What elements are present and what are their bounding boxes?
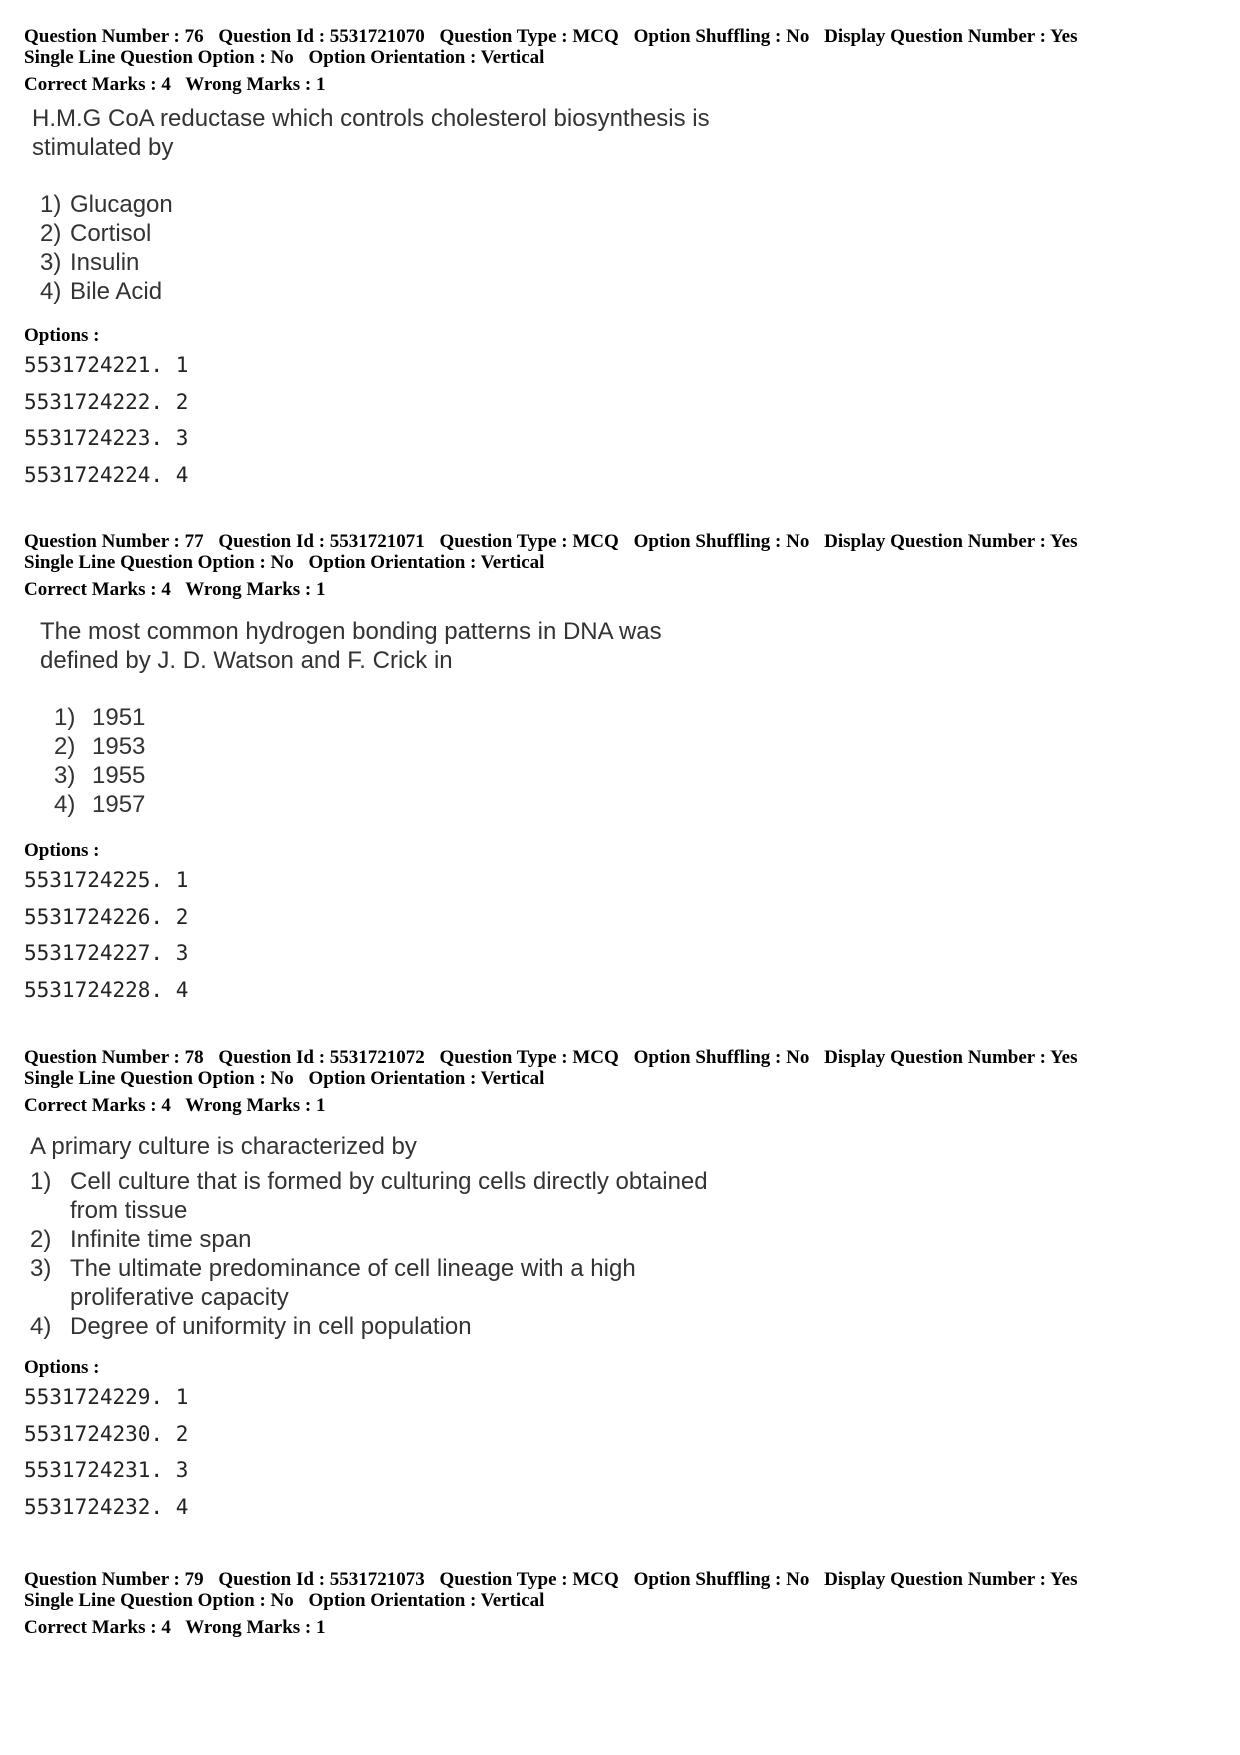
question-meta-line-1 xyxy=(24,1569,1214,1590)
display-question-number: Display Question Number : Yes xyxy=(824,1569,1078,1590)
choice-number: 4) xyxy=(54,791,76,818)
option-shuffling: Option Shuffling : No xyxy=(633,531,810,552)
choice-text-line: proliferative capacity xyxy=(70,1284,289,1311)
choice-item xyxy=(54,761,800,790)
correct-marks: Correct Marks : 4 xyxy=(24,74,171,95)
question-78-options xyxy=(24,1357,1214,1531)
choice-number: 1) xyxy=(40,191,62,218)
choice-text: Cortisol xyxy=(70,220,152,247)
option-shuffling: Option Shuffling : No xyxy=(633,26,810,47)
question-id: Question Id : 5531721072 xyxy=(218,1047,425,1068)
display-question-number: Display Question Number : Yes xyxy=(824,26,1078,47)
wrong-marks: Wrong Marks : 1 xyxy=(185,579,326,600)
question-meta-line-2 xyxy=(24,1068,1214,1089)
options-label: Options : xyxy=(24,325,100,346)
question-id: Question Id : 5531721070 xyxy=(218,26,425,47)
choice-text: Insulin xyxy=(70,249,140,276)
choice-number: 1) xyxy=(54,704,76,731)
question-79-header xyxy=(24,1569,1214,1638)
option-row: 5531724232. 4 xyxy=(24,1494,189,1519)
question-type: Question Type : MCQ xyxy=(439,1569,619,1590)
option-row: 5531724225. 1 xyxy=(24,868,189,892)
correct-marks: Correct Marks : 4 xyxy=(24,1617,171,1638)
option-shuffling: Option Shuffling : No xyxy=(633,1047,810,1068)
choice-number: 3) xyxy=(30,1255,52,1282)
choice-number: 2) xyxy=(40,220,62,247)
question-76-body xyxy=(32,104,792,306)
option-row: 5531724223. 3 xyxy=(24,426,189,450)
marks-line xyxy=(24,1617,1214,1638)
question-type: Question Type : MCQ xyxy=(439,1047,619,1068)
single-line-option: Single Line Question Option : No xyxy=(24,1068,294,1089)
choice-text: 1955 xyxy=(92,762,146,789)
choice-list xyxy=(40,190,792,306)
display-question-number: Display Question Number : Yes xyxy=(824,531,1078,552)
choice-text: 1951 xyxy=(92,704,146,731)
correct-marks: Correct Marks : 4 xyxy=(24,579,171,600)
question-meta-line-1 xyxy=(24,531,1214,552)
choice-number: 3) xyxy=(40,249,62,276)
choice-list xyxy=(30,1167,830,1341)
choice-item xyxy=(54,703,800,732)
question-stem xyxy=(40,617,800,675)
option-row: 5531724222. 2 xyxy=(24,389,189,414)
choice-item xyxy=(40,190,792,219)
choice-item xyxy=(30,1312,830,1341)
choice-item xyxy=(30,1167,830,1225)
choice-text: Bile Acid xyxy=(70,278,163,305)
choice-text-line: The ultimate predominance of cell lineage with a high xyxy=(70,1255,636,1282)
option-orientation: Option Orientation : Vertical xyxy=(308,1590,545,1611)
choice-list xyxy=(54,703,800,819)
question-stem-line: A primary culture is characterized by xyxy=(30,1133,417,1160)
question-77-options xyxy=(24,840,1214,1014)
choice-number: 4) xyxy=(30,1313,52,1340)
choice-text: Degree of uniformity in cell population xyxy=(70,1313,472,1340)
option-row: 5531724224. 4 xyxy=(24,462,189,487)
question-meta-line-1 xyxy=(24,1047,1214,1068)
question-meta-line-1 xyxy=(24,26,1214,47)
choice-item xyxy=(54,732,800,761)
question-id: Question Id : 5531721071 xyxy=(218,531,425,552)
choice-text xyxy=(70,1167,830,1225)
option-row: 5531724230. 2 xyxy=(24,1421,189,1446)
question-type: Question Type : MCQ xyxy=(439,26,619,47)
choice-text: Infinite time span xyxy=(70,1226,252,1253)
choice-number: 1) xyxy=(30,1168,52,1195)
correct-marks: Correct Marks : 4 xyxy=(24,1095,171,1116)
wrong-marks: Wrong Marks : 1 xyxy=(185,1095,326,1116)
single-line-option: Single Line Question Option : No xyxy=(24,1590,294,1611)
choice-item xyxy=(40,248,792,277)
option-orientation: Option Orientation : Vertical xyxy=(308,552,545,573)
question-stem-line: defined by J. D. Watson and F. Crick in xyxy=(40,647,453,674)
option-shuffling: Option Shuffling : No xyxy=(633,1569,810,1590)
question-number: Question Number : 76 xyxy=(24,26,204,47)
question-stem xyxy=(30,1132,830,1161)
choice-number: 4) xyxy=(40,278,62,305)
choice-number: 2) xyxy=(54,733,76,760)
choice-item xyxy=(40,277,792,306)
marks-line xyxy=(24,74,1214,95)
choice-item xyxy=(54,790,800,819)
wrong-marks: Wrong Marks : 1 xyxy=(185,1617,326,1638)
question-stem xyxy=(32,104,792,162)
question-stem-line: The most common hydrogen bonding patterns in DNA was xyxy=(40,618,662,645)
question-77-header xyxy=(24,531,1214,600)
single-line-option: Single Line Question Option : No xyxy=(24,552,294,573)
choice-text: Glucagon xyxy=(70,191,173,218)
marks-line xyxy=(24,1095,1214,1116)
choice-text xyxy=(70,1254,830,1312)
choice-item xyxy=(30,1225,830,1254)
question-number: Question Number : 78 xyxy=(24,1047,204,1068)
option-row: 5531724231. 3 xyxy=(24,1458,189,1482)
question-77-body xyxy=(40,617,800,819)
single-line-option: Single Line Question Option : No xyxy=(24,47,294,68)
choice-number: 2) xyxy=(30,1226,52,1253)
option-row: 5531724226. 2 xyxy=(24,904,189,929)
choice-number: 3) xyxy=(54,762,76,789)
question-id: Question Id : 5531721073 xyxy=(218,1569,425,1590)
options-label: Options : xyxy=(24,840,100,861)
option-row: 5531724221. 1 xyxy=(24,353,189,377)
wrong-marks: Wrong Marks : 1 xyxy=(185,74,326,95)
question-76-header xyxy=(24,26,1214,95)
question-meta-line-2 xyxy=(24,552,1214,573)
question-78-header xyxy=(24,1047,1214,1116)
option-row: 5531724228. 4 xyxy=(24,977,189,1002)
question-meta-line-2 xyxy=(24,47,1214,68)
question-meta-line-2 xyxy=(24,1590,1214,1611)
options-label: Options : xyxy=(24,1357,100,1378)
choice-text-line: Cell culture that is formed by culturing cells directly obtained xyxy=(70,1168,708,1195)
question-number: Question Number : 77 xyxy=(24,531,204,552)
question-number: Question Number : 79 xyxy=(24,1569,204,1590)
option-orientation: Option Orientation : Vertical xyxy=(308,1068,545,1089)
choice-text: 1953 xyxy=(92,733,146,760)
option-row: 5531724229. 1 xyxy=(24,1385,189,1409)
question-stem-line: H.M.G CoA reductase which controls cholesterol biosynthesis is xyxy=(32,105,710,132)
question-76-options xyxy=(24,325,1214,499)
option-row: 5531724227. 3 xyxy=(24,941,189,965)
choice-text: 1957 xyxy=(92,791,146,818)
question-78-body xyxy=(30,1132,830,1341)
display-question-number: Display Question Number : Yes xyxy=(824,1047,1078,1068)
choice-item xyxy=(40,219,792,248)
question-stem-line: stimulated by xyxy=(32,134,174,161)
option-orientation: Option Orientation : Vertical xyxy=(308,47,545,68)
question-type: Question Type : MCQ xyxy=(439,531,619,552)
marks-line xyxy=(24,579,1214,600)
choice-item xyxy=(30,1254,830,1312)
choice-text-line: from tissue xyxy=(70,1197,188,1224)
